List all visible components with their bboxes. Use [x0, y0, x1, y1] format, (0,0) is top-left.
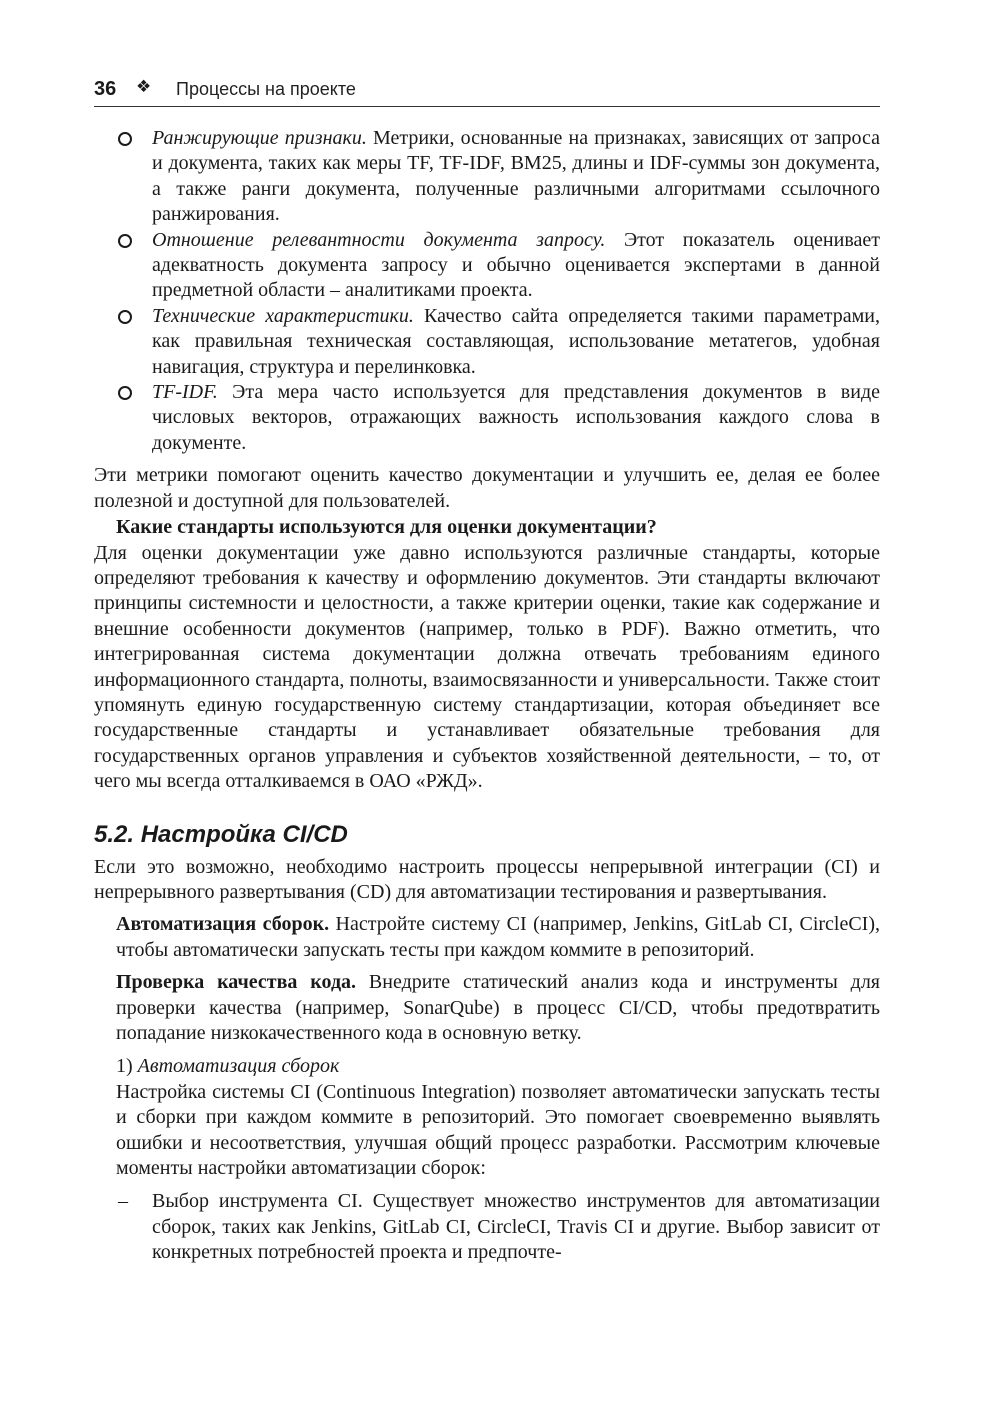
- bullet-term: Технические характеристики.: [152, 304, 414, 327]
- code-quality-term: Проверка качества кода.: [116, 971, 357, 994]
- list-item: [116, 1189, 880, 1265]
- ornament-icon: ❖: [136, 77, 152, 97]
- build-automation-term: Автоматизация сборок.: [116, 913, 330, 936]
- standards-answer: Для оценки документации уже давно используются различные стандарты, которые определяют требования к качеству и оформлению документов. Эти стандарты включают принципы системности и целостности, а также критерии оценки, такие как содержание и внешние особенности документов (например, только в PDF). Важно отметить, что интегрированная система документации должна отвечать требованиям единого информационного стандарта, полноты, взаимосвязанности и универсальности. Также стоит упомянуть единую государственную систему стандартизации, которая объединяет все государственные стандарты и устанавливает обязательные требования для государственных органов управления и субъектов хозяйственной деятельности, – то, от чего мы всегда отталкиваемся в ОАО «РЖД».: [94, 541, 880, 793]
- bullet-term: Отношение релевантности документа запросу.: [152, 228, 606, 251]
- dash-item-text: Выбор инструмента CI. Существует множество инструментов для автоматизации сборок, таких как Jenkins, GitLab CI, CircleCI, Travis CI и другие. Выбор зависит от конкретных потребностей проекта и предпочте-: [152, 1190, 880, 1264]
- section-title: 5.2. Настройка CI/CD: [94, 820, 348, 848]
- list-item: [116, 228, 880, 304]
- bullet-text: Качество сайта определяется такими параметрами, как правильная техническая составляющая, использование метатегов, удобная навигация, структура и перелинковка.: [152, 304, 880, 378]
- subsection-text: Настройка системы CI (Continuous Integration) позволяет автоматически запускать тесты и сборки при каждом коммите в репозиторий. Это помогает своевременно выявлять ошибки и несоответствия, улучшая общий процесс разработки. Рассмотрим ключевые моменты настройки автоматизации сборок:: [116, 1080, 880, 1180]
- ci-steps-list: [116, 1189, 880, 1265]
- circle-bullet-icon: [118, 386, 132, 400]
- circle-bullet-icon: [118, 132, 132, 146]
- subsection-title: Автоматизация сборок: [137, 1055, 340, 1078]
- circle-bullet-icon: [118, 234, 132, 248]
- metrics-list: [116, 126, 880, 456]
- list-item: [116, 126, 880, 228]
- page-body: [94, 126, 881, 1266]
- bullet-term: Ранжирующие признаки.: [152, 127, 367, 149]
- bullet-text: Этот показатель оценивает адекватность документа запросу и обычно оценивается экспертами в данной предметной области – аналитиками проекта.: [152, 228, 880, 302]
- code-quality-paragraph: [116, 970, 880, 1046]
- list-item: [116, 380, 880, 456]
- metrics-summary: Эти метрики помогают оценить качество документации и улучшить ее, делая ее более полезной и доступной для пользователей.: [94, 464, 880, 512]
- subsection-number: 1): [116, 1055, 138, 1078]
- code-quality-text: Внедрите статический анализ кода и инструменты для проверки качества (например, SonarQube) в процесс CI/CD, чтобы предотвратить попадание низкокачественного кода в основную ветку.: [116, 971, 880, 1044]
- subsection-heading: [116, 1054, 880, 1079]
- list-item: [116, 304, 880, 380]
- dash-bullet: –: [118, 1190, 128, 1213]
- build-automation-paragraph: [116, 912, 880, 963]
- standards-question: Какие стандарты используются для оценки документации?: [116, 516, 657, 539]
- section-intro: Если это возможно, необходимо настроить процессы непрерывной интеграции (CI) и непрерывного развертывания (CD) для автоматизации тестирования и развертывания.: [94, 855, 880, 903]
- build-automation-text: Настройте систему CI (например, Jenkins, GitLab CI, CircleCI), чтобы автоматически запускать тесты при каждом коммите в репозиторий.: [116, 913, 881, 961]
- running-title: Процессы на проекте: [176, 79, 356, 99]
- page-number: 36: [94, 78, 117, 100]
- bullet-text: Метрики, основанные на признаках, зависящих от запроса и документа, таких как меры TF, TF-IDF, BM25, длины и IDF-суммы зон документа, а также ранги документа, полученные различными алгоритмами ссылочного ранжирования.: [152, 127, 880, 226]
- bullet-text: Эта мера часто используется для представления документов в виде числовых векторов, отражающих важность использования каждого слова в документе.: [152, 381, 880, 454]
- circle-bullet-icon: [118, 310, 132, 324]
- bullet-term: TF-IDF.: [152, 381, 218, 404]
- running-header: [94, 78, 880, 107]
